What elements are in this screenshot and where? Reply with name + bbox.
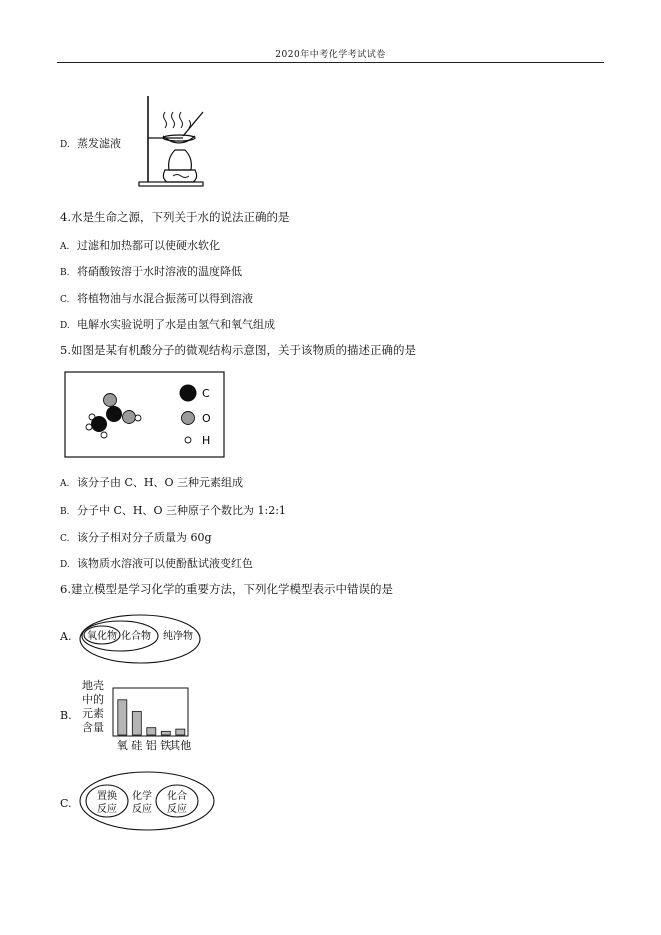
middle-label-line: 化学 [132, 791, 152, 802]
glass-rod [183, 112, 203, 136]
q5-option-c [60, 529, 212, 545]
x-tick-label: 铁 [160, 739, 172, 752]
option-label: D. [60, 560, 70, 570]
q4-option-c [60, 290, 253, 306]
bar-其他 [176, 729, 185, 735]
option-text: 该分子由 C、H、O 三种元素组成 [77, 476, 244, 489]
x-tick-label: 硅 [131, 739, 143, 752]
chart-ylabel-line: 含量 [82, 721, 104, 734]
option-text: 该物质水溶液可以使酚酞试液变红色 [77, 557, 253, 570]
x-tick-label: 氧 [116, 739, 128, 752]
page-header: 2020年中考化学考试试卷 [275, 50, 386, 60]
option-label: D. [60, 140, 70, 150]
legend-oxygen-label: O [202, 412, 211, 425]
option-text: 该分子相对分子质量为 60g [77, 531, 212, 544]
bar-氧 [118, 700, 127, 735]
legend-oxygen-atom [182, 412, 195, 425]
chart-ylabel [80, 679, 106, 735]
option-label: C. [60, 295, 70, 305]
outer-label: 纯净物 [163, 631, 193, 642]
chart-ylabel-line: 中的 [82, 693, 104, 706]
option-label: A. [60, 479, 70, 489]
option-label: C. [60, 534, 70, 544]
option-text: 蒸发滤液 [77, 137, 121, 150]
element-abundance-chart [112, 687, 194, 753]
q5-option-b [60, 502, 286, 518]
evaporation-apparatus-figure [135, 92, 215, 190]
legend-carbon-atom [180, 385, 197, 402]
x-tick-label: 其他 [169, 739, 192, 752]
bar-铁 [161, 731, 170, 735]
q6-option-c-label: C. [60, 797, 72, 810]
option-text: 电解水实验说明了水是由氢气和氧气组成 [77, 318, 275, 331]
reaction-type-diagram [78, 770, 218, 832]
evaporating-dish [163, 136, 195, 143]
inner-label: 氧化物 [87, 631, 117, 642]
option-text: 将植物油与水混合振荡可以得到溶液 [77, 292, 253, 305]
left-label-line: 反应 [97, 804, 117, 815]
acetic-acid-molecule [86, 394, 141, 439]
bar-铝 [147, 728, 156, 735]
header-rule [57, 62, 604, 63]
carbon-atom [91, 416, 107, 432]
substance-classification-diagram [78, 612, 204, 666]
alcohol-lamp [163, 170, 196, 182]
right-label-line: 反应 [167, 804, 187, 815]
option-text: 分子中 C、H、O 三种原子个数比为 1:2:1 [77, 504, 286, 517]
option-text: 将硝酸铵溶于水时溶液的温度降低 [77, 265, 242, 278]
x-tick-label: 铝 [145, 739, 157, 752]
q4-option-b [60, 263, 242, 279]
q5-stem: 5.如图是某有机酸分子的微观结构示意图，关于该物质的描述正确的是 [60, 343, 416, 357]
left-label-line: 置换 [97, 791, 117, 802]
stand-base [139, 182, 203, 186]
alcohol-lamp-flame [169, 150, 192, 170]
chart-ylabel-line: 元素 [82, 707, 104, 720]
middle-label: 化合物 [121, 631, 151, 642]
option-label: B. [60, 268, 70, 278]
legend-hydrogen-atom [185, 437, 191, 443]
legend-carbon-label: C [202, 387, 210, 400]
oxygen-atom [123, 411, 136, 424]
carbon-atom [106, 406, 122, 422]
molecule-structure-figure [64, 371, 226, 459]
chart-ylabel-line: 地壳 [82, 679, 104, 692]
middle-label-line: 反应 [132, 804, 152, 815]
oxygen-atom [104, 394, 117, 407]
right-label-line: 化合 [167, 791, 187, 802]
option-text: 过滤和加热都可以使硬水软化 [77, 239, 220, 252]
hydrogen-atom [101, 432, 107, 438]
option-label: D. [60, 321, 70, 331]
q4-option-a [60, 237, 220, 253]
option-label: B. [60, 507, 70, 517]
q6-option-a-label: A. [60, 630, 72, 643]
q5-option-a [60, 474, 243, 490]
option-label: A. [60, 242, 70, 252]
lamp-liquid [173, 175, 189, 178]
q4-stem: 4.水是生命之源，下列关于水的说法正确的是 [60, 210, 290, 224]
legend-hydrogen-label: H [202, 434, 211, 447]
q3-option-d [60, 135, 121, 151]
figure-frame [65, 372, 224, 457]
q5-option-d [60, 555, 253, 571]
q6-stem: 6.建立模型是学习化学的重要方法，下列化学模型表示中错误的是 [60, 582, 393, 596]
hydrogen-atom [135, 415, 141, 421]
bar-硅 [132, 712, 141, 736]
q4-option-d [60, 316, 275, 332]
steam-lines [164, 112, 191, 128]
q6-option-b-label: B. [60, 709, 72, 722]
